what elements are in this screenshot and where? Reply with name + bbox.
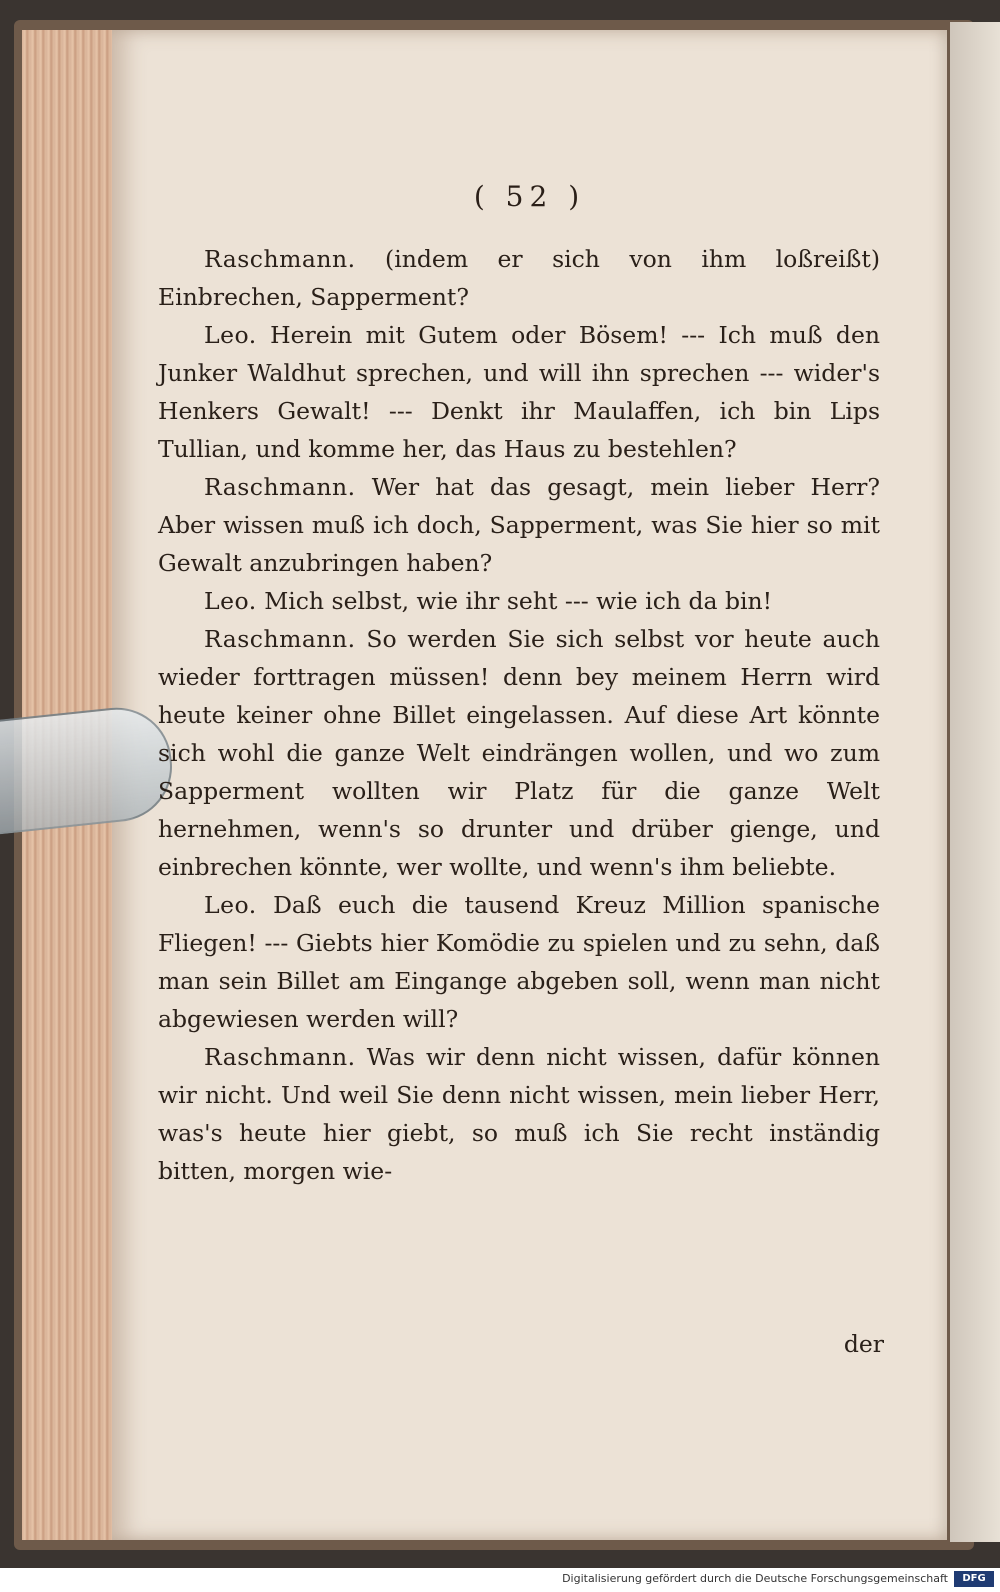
dialogue-text: Wer hat das gesagt, mein lieber Herr? Aber wissen muß ich doch, Sapperment, was Sie hier so mit Gewalt anzubringen haben? (158, 473, 880, 577)
paragraph-7 (158, 1038, 880, 1190)
paragraph-6 (158, 886, 880, 1038)
dialogue-text: Was wir denn nicht wissen, dafür können wir nicht. Und weil Sie denn nicht wissen, mein lieber Herr, was's heute hier giebt, so muß ich Sie recht inständig bitten, morgen wie- (158, 1043, 880, 1185)
paragraph-5 (158, 620, 880, 886)
speaker-name: Raschmann. (204, 1043, 356, 1071)
paragraph-3 (158, 468, 880, 582)
speaker-name: Leo. (204, 587, 257, 615)
dialogue-text: (indem er sich von ihm loßreißt) Einbrechen, Sapperment? (158, 245, 880, 311)
speaker-name: Raschmann. (204, 245, 356, 273)
dialogue-text: Herein mit Gutem oder Bösem! --- Ich muß den Junker Waldhut sprechen, und will ihn sprechen --- wider's Henkers Gewalt! --- Denkt ihr Maulaffen, ich bin Lips Tullian, und komme her, das Haus zu bestehlen? (158, 321, 880, 463)
dfg-logo-icon: DFG (954, 1571, 994, 1587)
catchword: der (843, 1330, 884, 1358)
paragraph-2 (158, 316, 880, 468)
dialogue-text: So werden Sie sich selbst vor heute auch wieder forttragen müssen! denn bey meinem Herrn wird heute keiner ohne Billet eingelassen. Auf diese Art könnte sich wohl die ganze Welt eindrängen wollen, und wo zum Sapperment wollten wir Platz für die ganze Welt hernehmen, wenn's so drunter und drüber gienge, und einbrechen könnte, wer wollte, und wenn's ihm beliebte. (158, 625, 880, 881)
speaker-name: Leo. (204, 321, 257, 349)
speaker-name: Raschmann. (204, 473, 356, 501)
footer-bar (0, 1568, 1000, 1592)
dialogue-text: Daß euch die tausend Kreuz Million spanische Fliegen! --- Giebts hier Komödie zu spielen und zu sehn, daß man sein Billet am Eingange abgeben soll, wenn man nicht abgewiesen werden will? (158, 891, 880, 1033)
dialogue-text: Mich selbst, wie ihr seht --- wie ich da bin! (256, 587, 773, 615)
funding-credit: Digitalisierung gefördert durch die Deutsche Forschungsgemeinschaft (562, 1572, 948, 1585)
page-text (158, 240, 880, 1190)
paragraph-4 (158, 582, 880, 620)
paragraph-1 (158, 240, 880, 316)
page-number: ( 52 ) (473, 180, 586, 213)
speaker-name: Raschmann. (204, 625, 356, 653)
facing-page-edge (950, 22, 1000, 1542)
speaker-name: Leo. (204, 891, 257, 919)
